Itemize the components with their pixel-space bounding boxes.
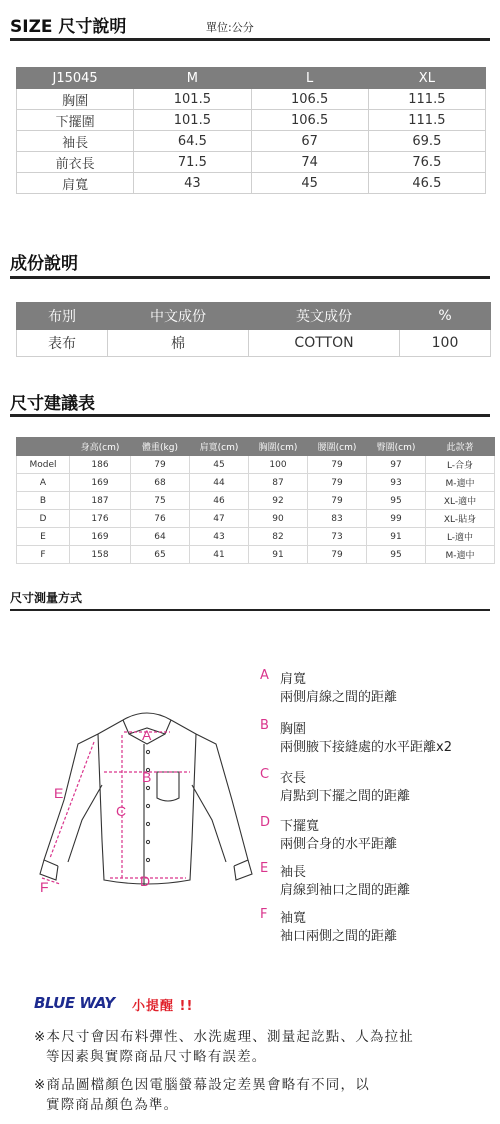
composition-table-cell: COTTON — [249, 330, 400, 357]
diagram-label-e: E — [54, 785, 64, 801]
diagram-label-b: B — [142, 769, 152, 785]
size-table-header-cell: XL — [368, 68, 485, 89]
recommend-table-cell: 93 — [367, 474, 426, 492]
recommend-table-cell: 176 — [70, 510, 131, 528]
diagram-label-c: C — [116, 803, 127, 819]
measure-letter-c: C — [260, 767, 270, 782]
recommend-table-cell: 64 — [131, 528, 190, 546]
size-table-cell: 64.5 — [134, 131, 251, 152]
size-table-cell: 106.5 — [251, 89, 368, 110]
size-table-header-row — [17, 68, 486, 89]
size-table-cell: 111.5 — [368, 89, 485, 110]
recommend-table-header-cell: 胸圍(cm) — [249, 438, 308, 456]
size-table-row — [17, 131, 486, 152]
reminder-note-line: 實際商品顏色為準。 — [46, 1097, 179, 1113]
measure-letter-a: A — [260, 668, 269, 683]
measure-title-b: 胸圍 — [280, 722, 307, 737]
recommend-table-cell: Model — [17, 456, 70, 474]
recommend-table-header-cell: 肩寬(cm) — [190, 438, 249, 456]
size-table-cell: 74 — [251, 152, 368, 173]
recommend-table-cell: M-適中 — [426, 474, 495, 492]
recommend-table — [16, 437, 495, 564]
recommend-table-cell: 44 — [190, 474, 249, 492]
composition-table-cell: 100 — [400, 330, 491, 357]
reminder-note-line: ※本尺寸會因布料彈性、水洗處理、測量起訖點、人為拉扯 — [34, 1029, 415, 1045]
size-table-cell: 45 — [251, 173, 368, 194]
recommend-table-header-cell: 體重(kg) — [131, 438, 190, 456]
recommend-table-header-cell: 此款著 — [426, 438, 495, 456]
diagram-label-f: F — [40, 879, 49, 895]
recommend-table-row — [17, 492, 495, 510]
size-table-cell: 袖長 — [17, 131, 134, 152]
recommend-table-cell: B — [17, 492, 70, 510]
recommend-table-cell: D — [17, 510, 70, 528]
recommend-table-cell: 68 — [131, 474, 190, 492]
size-table-cell: 胸圍 — [17, 89, 134, 110]
recommend-table-cell: 169 — [70, 528, 131, 546]
size-table-cell: 46.5 — [368, 173, 485, 194]
recommend-table-header-cell: 臀圍(cm) — [367, 438, 426, 456]
recommend-table-cell: A — [17, 474, 70, 492]
size-table-header-cell: L — [251, 68, 368, 89]
recommend-table-cell: 169 — [70, 474, 131, 492]
composition-table-cell: 表布 — [17, 330, 108, 357]
recommend-table-header-cell: 腰圍(cm) — [308, 438, 367, 456]
size-table-cell: 67 — [251, 131, 368, 152]
size-table-cell: 101.5 — [134, 110, 251, 131]
composition-rule — [10, 276, 490, 279]
recommend-table-cell: 90 — [249, 510, 308, 528]
recommend-table-row — [17, 546, 495, 564]
measure-desc-e: 肩線到袖口之間的距離 — [280, 883, 411, 898]
composition-table-header-row — [17, 303, 491, 330]
reminder-note-line: 等因素與實際商品尺寸略有誤差。 — [46, 1049, 267, 1065]
shirt-button — [146, 804, 149, 807]
recommend-table-cell: 41 — [190, 546, 249, 564]
measure-title-d: 下擺寬 — [280, 819, 320, 834]
measure-title-a: 肩寬 — [280, 672, 307, 687]
size-table-cell: 111.5 — [368, 110, 485, 131]
recommend-title: 尺寸建議表 — [10, 394, 95, 414]
measure-title-c: 衣長 — [280, 771, 307, 786]
diagram-label-a: A — [142, 727, 152, 743]
composition-table-header-cell: % — [400, 303, 491, 330]
recommend-table-cell: 45 — [190, 456, 249, 474]
composition-table-header-cell: 中文成份 — [108, 303, 249, 330]
measure-title-e: 袖長 — [280, 865, 307, 880]
measure-rule — [10, 609, 490, 611]
size-table-header-cell: M — [134, 68, 251, 89]
size-table-cell: 前衣長 — [17, 152, 134, 173]
size-table-cell: 76.5 — [368, 152, 485, 173]
recommend-table-cell: 43 — [190, 528, 249, 546]
recommend-table-cell: 99 — [367, 510, 426, 528]
measure-desc-a: 兩側肩線之間的距離 — [280, 690, 398, 705]
measure-letter-b: B — [260, 718, 269, 733]
measure-title: 尺寸測量方式 — [10, 591, 83, 605]
size-table-row — [17, 173, 486, 194]
composition-table — [16, 302, 491, 357]
recommend-table-cell: 83 — [308, 510, 367, 528]
recommend-table-cell: 97 — [367, 456, 426, 474]
size-table-row — [17, 110, 486, 131]
recommend-table-cell: L-合身 — [426, 456, 495, 474]
recommend-table-cell: 91 — [249, 546, 308, 564]
shirt-button — [146, 750, 149, 753]
size-table-cell: 43 — [134, 173, 251, 194]
recommend-table-cell: 82 — [249, 528, 308, 546]
size-section-rule — [10, 38, 490, 41]
composition-table-row — [17, 330, 491, 357]
recommend-table-cell: 91 — [367, 528, 426, 546]
recommend-table-cell: 75 — [131, 492, 190, 510]
recommend-table-cell: 92 — [249, 492, 308, 510]
recommend-table-cell: 186 — [70, 456, 131, 474]
recommend-table-cell: XL-貼身 — [426, 510, 495, 528]
recommend-table-cell: 79 — [308, 474, 367, 492]
recommend-table-cell: 65 — [131, 546, 190, 564]
recommend-table-row — [17, 474, 495, 492]
size-table-cell: 101.5 — [134, 89, 251, 110]
measure-letter-f: F — [260, 907, 268, 922]
composition-table-cell: 棉 — [108, 330, 249, 357]
reminder-title: 小提醒 !! — [132, 999, 194, 1014]
diagram-label-d: D — [140, 873, 151, 889]
shirt-diagram — [20, 690, 260, 940]
reminder-note-line: ※商品圖檔顏色因電腦螢幕設定差異會略有不同，以 — [34, 1077, 370, 1093]
recommend-table-header-row — [17, 438, 495, 456]
size-table-cell: 下擺圍 — [17, 110, 134, 131]
recommend-table-row — [17, 510, 495, 528]
measure-desc-f: 袖口兩側之間的距離 — [280, 929, 398, 944]
measure-desc-b: 兩側腋下接縫處的水平距離x2 — [280, 740, 452, 755]
recommend-table-cell: 79 — [308, 546, 367, 564]
recommend-table-header-cell — [17, 438, 70, 456]
measure-desc-c: 肩點到下擺之間的距離 — [280, 789, 411, 804]
recommend-table-cell: 79 — [131, 456, 190, 474]
recommend-table-cell: 158 — [70, 546, 131, 564]
measure-letter-e: E — [260, 861, 269, 876]
recommend-table-cell: F — [17, 546, 70, 564]
shirt-button — [146, 822, 149, 825]
recommend-table-cell: M-適中 — [426, 546, 495, 564]
size-section-title: SIZE 尺寸說明 — [10, 17, 127, 37]
recommend-table-cell: 100 — [249, 456, 308, 474]
shirt-button — [146, 786, 149, 789]
recommend-table-cell: 46 — [190, 492, 249, 510]
size-table — [16, 67, 486, 194]
recommend-table-cell: 47 — [190, 510, 249, 528]
brand-logo: BLUE WAY — [34, 994, 115, 1012]
recommend-table-cell: 79 — [308, 456, 367, 474]
recommend-rule — [10, 414, 490, 417]
measure-desc-d: 兩側合身的水平距離 — [280, 837, 398, 852]
size-table-header-cell: J15045 — [17, 68, 134, 89]
recommend-table-cell: 87 — [249, 474, 308, 492]
unit-label: 單位:公分 — [206, 21, 254, 34]
recommend-table-row — [17, 456, 495, 474]
size-table-cell: 69.5 — [368, 131, 485, 152]
recommend-table-cell: XL-適中 — [426, 492, 495, 510]
recommend-table-cell: 76 — [131, 510, 190, 528]
recommend-table-cell: 73 — [308, 528, 367, 546]
shirt-button — [146, 840, 149, 843]
size-table-cell: 肩寬 — [17, 173, 134, 194]
recommend-table-header-cell: 身高(cm) — [70, 438, 131, 456]
composition-title: 成份說明 — [10, 254, 78, 274]
composition-table-header-cell: 布別 — [17, 303, 108, 330]
measure-title-f: 袖寬 — [280, 911, 307, 926]
recommend-table-cell: 79 — [308, 492, 367, 510]
recommend-table-cell: 187 — [70, 492, 131, 510]
size-table-row — [17, 89, 486, 110]
recommend-table-cell: 95 — [367, 492, 426, 510]
measure-letter-d: D — [260, 815, 271, 830]
recommend-table-cell: E — [17, 528, 70, 546]
composition-table-header-cell: 英文成份 — [249, 303, 400, 330]
size-table-cell: 106.5 — [251, 110, 368, 131]
recommend-table-cell: 95 — [367, 546, 426, 564]
size-table-row — [17, 152, 486, 173]
recommend-table-row — [17, 528, 495, 546]
size-table-cell: 71.5 — [134, 152, 251, 173]
shirt-button — [146, 858, 149, 861]
recommend-table-cell: L-適中 — [426, 528, 495, 546]
